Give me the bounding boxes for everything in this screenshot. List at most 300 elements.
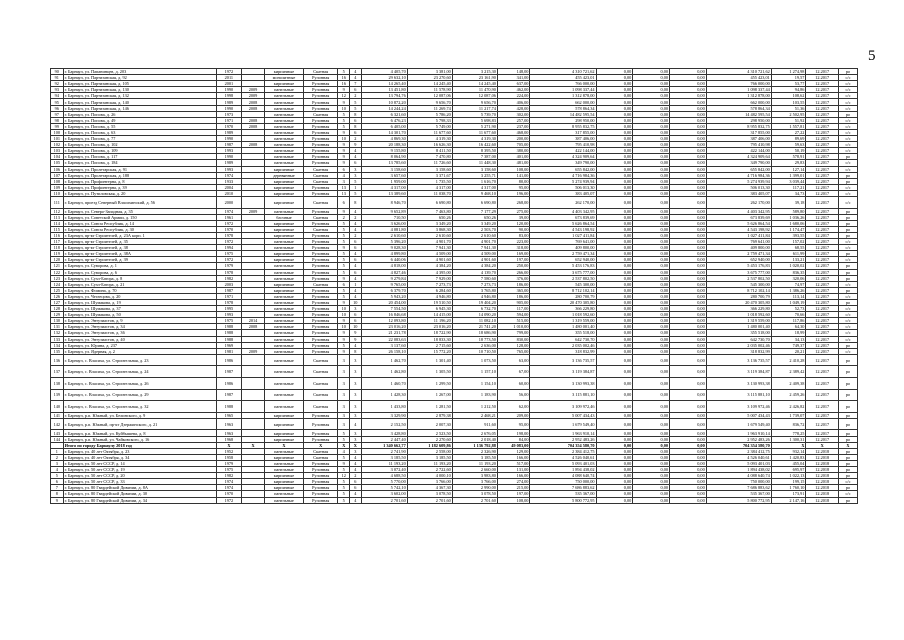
table-cell: 455 423,01	[706, 75, 771, 81]
table-cell: 0,00	[670, 412, 707, 418]
table-cell: панельные	[265, 275, 304, 281]
table-cell: 12.2017	[806, 142, 839, 148]
table-cell: Рулонная	[303, 154, 338, 160]
table-cell: 0,00	[670, 491, 707, 497]
table-cell: 0,00	[633, 93, 670, 99]
table-cell: 422 144,00	[530, 148, 596, 154]
table-cell: 0,00	[596, 220, 633, 226]
table-cell: г. Барнаул, ул. Партизанская, д. 105	[63, 81, 216, 87]
table-cell: 0,00	[633, 166, 670, 172]
table-cell: 1990	[216, 154, 241, 160]
table-cell: 23 016,20	[407, 324, 452, 330]
table-cell: 142	[51, 418, 64, 430]
table-cell: 15 772,20	[407, 348, 452, 354]
table-cell: с/с	[838, 312, 857, 318]
table-cell: 12.2017	[806, 263, 839, 269]
table-cell: 11 193,20	[407, 460, 452, 466]
table-cell: 0,00	[670, 342, 707, 348]
table-cell: 0,00	[633, 306, 670, 312]
table-cell: 0,00	[596, 160, 633, 166]
table-cell: 578 864,34	[530, 105, 596, 111]
table-cell: 29,83	[771, 160, 806, 166]
table-cell: 766 000,00	[530, 81, 596, 87]
table-cell: 5	[338, 430, 350, 436]
table-cell: 5	[350, 99, 362, 105]
table-cell: 3	[338, 389, 350, 401]
table-cell: 650,26	[452, 214, 497, 220]
table-cell: 5	[350, 190, 362, 196]
table-cell: 4 543 198,92	[706, 226, 771, 232]
table-cell: г. Барнаул, ул. 50 лет СССР, д. 20	[63, 473, 216, 479]
table-cell: Рулонная	[303, 497, 338, 503]
table-cell: 9	[338, 129, 350, 135]
table-cell: 0,00	[633, 454, 670, 460]
table-cell: 0,00	[670, 245, 707, 251]
table-cell: 280 700,79	[706, 293, 771, 299]
table-cell: Скатная	[303, 178, 338, 184]
table-cell: 455,04	[771, 460, 806, 466]
table-cell: панельные	[265, 342, 304, 348]
table-cell: г. Барнаул, ул. Фомина, д. 70	[63, 287, 216, 293]
table-cell: 12.2017	[806, 239, 839, 245]
table-cell: 2 610,60	[407, 232, 452, 238]
table-cell: г. Барнаул, ул. 40 лет Октября, д. 23	[63, 448, 216, 454]
table-cell: Итого по городу Барнаулу 2018 год	[63, 442, 216, 448]
table-cell: 166,00	[497, 454, 530, 460]
table-cell: 3 078,50	[452, 491, 497, 497]
table-cell: 0,00	[633, 257, 670, 263]
table-cell: 8	[350, 348, 362, 354]
table-cell: г. Барнаул, ул. Ядерная, д. 2	[63, 348, 216, 354]
table-row	[51, 196, 858, 208]
table-cell: 1975	[216, 318, 241, 324]
table-cell: 3 381,00	[407, 69, 452, 75]
table-cell: 2 503,70	[452, 226, 497, 232]
table-cell: 4 403 342,95	[706, 208, 771, 214]
table-cell: 0,00	[670, 111, 707, 117]
table-cell: 0,00	[670, 306, 707, 312]
table-cell: 3	[350, 366, 362, 378]
table-cell: 123	[51, 275, 64, 281]
table-cell: 3 349,20	[407, 220, 452, 226]
table-cell: 0,00	[670, 214, 707, 220]
table-cell: 0,00	[596, 208, 633, 214]
table-cell: 1 428,30	[361, 389, 407, 401]
table-cell: 196,00	[497, 190, 530, 196]
table-cell: 3 158,60	[407, 166, 452, 172]
table-cell: X	[350, 442, 362, 448]
table-cell: Рулонная	[303, 336, 338, 342]
table-cell: 750 000,00	[530, 479, 596, 485]
table-cell: 506 013,30	[530, 184, 596, 190]
table-cell: панельные	[265, 497, 304, 503]
register-rows	[51, 69, 858, 504]
table-cell: 10	[338, 105, 350, 111]
table-cell: Скатная	[303, 366, 338, 378]
table-cell: 12.2017	[806, 129, 839, 135]
table-cell: г. Барнаул, ул. Попова, д. 63	[63, 129, 216, 135]
table-cell: 0,00	[670, 251, 707, 257]
table-cell: Рулонная	[303, 160, 338, 166]
table-cell: 3 765,80	[452, 287, 497, 293]
table-cell: 5	[338, 485, 350, 491]
table-cell: ро	[838, 354, 857, 366]
table-cell: 0,00	[596, 136, 633, 142]
table-cell: г. Барнаул, ул. Партизанская, д. 140	[63, 99, 216, 105]
table-cell: 114	[51, 220, 64, 226]
table-cell: 1 894 438,02	[706, 467, 771, 473]
table-cell: 1 098 337,44	[706, 87, 771, 93]
table-cell: ро	[838, 287, 857, 293]
table-cell: 12.2017	[806, 87, 839, 93]
table-cell: 0,00	[633, 442, 670, 448]
table-cell: 1 027 411,84	[706, 232, 771, 238]
table-cell: 1 480 001,40	[530, 324, 596, 330]
table-cell: 60,00	[497, 378, 530, 390]
table-cell: панельные	[265, 160, 304, 166]
table-cell: кирпичные	[265, 251, 304, 257]
table-cell: 0,00	[596, 123, 633, 129]
table-cell: 12.2017	[806, 348, 839, 354]
table-cell: 3 215,30	[452, 69, 497, 75]
table-cell: 428,00	[497, 105, 530, 111]
table-cell: ро	[838, 430, 857, 436]
table-cell: 1958	[216, 454, 241, 460]
table-cell: 121	[51, 263, 64, 269]
table-cell: 2 018,40	[452, 436, 497, 442]
table-cell: с/с	[838, 87, 857, 93]
table-cell: 50,19	[771, 148, 806, 154]
table-cell: 2 952 483,26	[706, 436, 771, 442]
table-cell: 3 428,80	[361, 430, 407, 436]
table-cell: 2010	[216, 190, 241, 196]
table-cell: 3	[350, 389, 362, 401]
table-cell: 3 329,90	[361, 412, 407, 418]
table-cell: 4 139,70	[452, 269, 497, 275]
table-cell: 1987	[216, 287, 241, 293]
table-cell: 9	[51, 497, 64, 503]
table-cell: 1978	[216, 269, 241, 275]
table-cell: 11 470,90	[452, 87, 497, 93]
table-cell: 2008	[241, 142, 264, 148]
table-cell: 133,21	[771, 257, 806, 263]
table-cell: 5 800 772,95	[706, 497, 771, 503]
table-cell: X	[806, 442, 839, 448]
table-cell: 8 411,50	[407, 148, 452, 154]
table-cell: 317 855,00	[530, 129, 596, 135]
table-cell: 366 229,80	[706, 306, 771, 312]
table-cell: X	[338, 442, 350, 448]
table-cell: 27,22	[771, 129, 806, 135]
table-cell: 0,00	[596, 190, 633, 196]
table-cell: 1 157,10	[452, 366, 497, 378]
table-cell: 51,92	[771, 117, 806, 123]
table-cell: г. Барнаул, р.п. Южный, ул. Чайковского, д. 16	[63, 436, 216, 442]
table-cell: 1988	[216, 336, 241, 342]
table-cell: с/с	[838, 257, 857, 263]
table-cell: г. Барнаул, ул. Попова, д. 77	[63, 136, 216, 142]
table-cell: ро	[838, 497, 857, 503]
table-cell: 8 712 102,14	[706, 287, 771, 293]
table-cell: 9	[338, 299, 350, 305]
table-cell: 113	[51, 214, 64, 220]
table-cell: 0,00	[633, 330, 670, 336]
table-cell: 56,00	[497, 389, 530, 401]
table-cell: панельные	[265, 318, 304, 324]
table-cell: Рулонная	[303, 299, 338, 305]
table-cell: 104	[51, 154, 64, 160]
table-cell: 778,25	[771, 430, 806, 436]
table-cell: 1971	[216, 117, 241, 123]
table-cell: 100	[51, 129, 64, 135]
table-cell: г. Барнаул, ул. Суворова, д. 1	[63, 263, 216, 269]
table-cell: 1963	[216, 418, 241, 430]
table-cell: ро	[838, 111, 857, 117]
table-cell: 107	[51, 172, 64, 178]
table-cell: 1982	[216, 473, 241, 479]
table-cell: 3	[350, 166, 362, 172]
table-cell: 1 274,98	[771, 69, 806, 75]
table-cell: 830,00	[497, 336, 530, 342]
table-cell: 0,00	[596, 148, 633, 154]
table-cell: 3 766,00	[452, 479, 497, 485]
table-cell: 0,00	[633, 251, 670, 257]
table-cell: 12.2017	[806, 123, 839, 129]
table-cell: 5	[338, 69, 350, 75]
table-cell: 0,00	[596, 269, 633, 275]
table-cell: ро	[838, 208, 857, 214]
table-cell: с/с	[838, 75, 857, 81]
table-cell: 1963	[216, 430, 241, 436]
table-cell: 3 137,60	[361, 342, 407, 348]
table-cell: 3 675 777,00	[706, 269, 771, 275]
table-cell: с/с	[838, 148, 857, 154]
table-cell: 2 610,60	[361, 232, 407, 238]
table-cell: 0,00	[633, 263, 670, 269]
table-cell: 1988	[216, 330, 241, 336]
table-cell: 139	[51, 389, 64, 401]
table-cell: 652 940,00	[530, 257, 596, 263]
table-cell: 0,00	[596, 497, 633, 503]
table-cell: 0,00	[670, 123, 707, 129]
table-cell: г. Барнаул, ул. Попова, д. 184	[63, 160, 216, 166]
table-cell: 7 941,30	[452, 245, 497, 251]
table-cell: 298 950,00	[706, 117, 771, 123]
table-cell: 12.2017	[806, 172, 839, 178]
table-cell: г. Барнаул, ул. Партизанская, д. 132	[63, 93, 216, 99]
table-cell: 20 188,30	[361, 142, 407, 148]
table-cell: 13	[338, 184, 350, 190]
table-cell: 4	[350, 263, 362, 269]
table-cell: 1 312 878,00	[706, 93, 771, 99]
table-cell: 4	[350, 220, 362, 226]
table-cell: 578 864,34	[706, 105, 771, 111]
table-cell: г. Барнаул, ул. Энтузиастов, д. 40	[63, 336, 216, 342]
table-cell: 12.2017	[806, 269, 839, 275]
table-cell: 268,00	[497, 196, 530, 208]
table-cell: 1972	[216, 220, 241, 226]
table-cell: г. Барнаул, ул. Энтузиастов, д. 36	[63, 330, 216, 336]
table-cell: 1979	[216, 263, 241, 269]
table-cell: ро	[838, 412, 857, 418]
table-cell: 51,36	[771, 105, 806, 111]
table-cell: 0,00	[633, 123, 670, 129]
table-cell: 4 509,00	[452, 251, 497, 257]
table-cell: 3	[338, 412, 350, 418]
table-cell: 14 245,40	[452, 81, 497, 87]
table-cell: 5 626 864,54	[706, 220, 771, 226]
table-cell: 2 701,60	[361, 497, 407, 503]
table-cell: 0,00	[633, 232, 670, 238]
table-row	[51, 366, 858, 378]
table-cell: 5 739,70	[452, 111, 497, 117]
table-cell: кирпичные	[265, 257, 304, 263]
table-cell: 1986	[216, 354, 241, 366]
table-cell: ро	[838, 214, 857, 220]
table-cell: 5	[338, 220, 350, 226]
table-cell: 4 901,60	[452, 257, 497, 263]
table-cell: ро	[838, 473, 857, 479]
table-cell: 320,06	[771, 275, 806, 281]
table-cell: 4 384,20	[407, 263, 452, 269]
table-cell: г. Барнаул, пр-кт Строителей, д. 35	[63, 239, 216, 245]
table-cell: 1965	[216, 412, 241, 418]
table-cell: 12.2017	[806, 232, 839, 238]
table-cell: 1974	[216, 208, 241, 214]
table-cell: 16	[338, 81, 350, 87]
table-cell: 341,00	[497, 75, 530, 81]
table-cell: Рулонная	[303, 269, 338, 275]
table-cell: 10	[338, 324, 350, 330]
table-cell: 1 098 337,44	[530, 87, 596, 93]
table-cell: г. Барнаул, ул. Сухэ-Батора, д. 8	[63, 275, 216, 281]
table-cell: 0,00	[596, 330, 633, 336]
table-cell: 0,00	[670, 166, 707, 172]
table-cell: 275,00	[497, 208, 530, 214]
table-cell: 13 451,80	[361, 87, 407, 93]
table-cell: 12 093,80	[361, 318, 407, 324]
table-cell: 10	[338, 136, 350, 142]
table-cell: панельные	[265, 208, 304, 214]
table-cell: 1970	[216, 123, 241, 129]
table-cell: Рулонная	[303, 105, 338, 111]
table-cell: 1 212,50	[452, 401, 497, 413]
table-cell: кирпичные	[265, 232, 304, 238]
table-cell: г. Барнаул, ул. Партизанская, д. 130	[63, 87, 216, 93]
table-cell: 237,00	[497, 123, 530, 129]
table-cell: 2 701,60	[407, 497, 452, 503]
table-cell: 70,66	[771, 312, 806, 318]
table-cell: 0,00	[670, 389, 707, 401]
table-cell: 12.2017	[806, 245, 839, 251]
table-cell: 0,00	[633, 129, 670, 135]
table-cell: г. Барнаул, ул. Шумакова, д. 37	[63, 306, 216, 312]
table-cell: 3 626,00	[361, 220, 407, 226]
table-cell: 3 371,67	[407, 172, 452, 178]
table-cell: 2	[350, 473, 362, 479]
table-cell: кирпичные	[265, 412, 304, 418]
table-cell: 0,00	[596, 299, 633, 305]
table-cell: 0,00	[596, 251, 633, 257]
table-cell: 2008	[241, 117, 264, 123]
table-cell: г. Барнаул, р.п. Южный, ул. Куйбышева, д. 8	[63, 430, 216, 436]
table-cell: 4 403 342,95	[530, 208, 596, 214]
table-cell: 2	[350, 136, 362, 142]
table-cell: 138	[51, 378, 64, 390]
table-cell: 0,00	[633, 190, 670, 196]
table-cell: Рулонная	[303, 436, 338, 442]
table-cell: 118	[51, 245, 64, 251]
table-cell: 9 765,00	[361, 281, 407, 287]
table-cell: 2 409,38	[771, 378, 806, 390]
table-cell: 0,00	[596, 442, 633, 448]
table-cell: 13 389,60	[361, 190, 407, 196]
table-cell: 2 459,26	[771, 389, 806, 401]
table-cell: 3 349,20	[452, 220, 497, 226]
table-cell: 5 698,83	[452, 117, 497, 123]
table-cell: 836,72	[771, 418, 806, 430]
table-cell: 0,00	[633, 105, 670, 111]
table-cell: 0,00	[633, 196, 670, 208]
table-cell: 0,00	[670, 196, 707, 208]
table-cell: 0,00	[670, 293, 707, 299]
table-cell: 1 073,50	[452, 354, 497, 366]
table-cell: 545 300,00	[530, 281, 596, 287]
table-cell: 9	[338, 348, 350, 354]
table-cell: 12.2018	[806, 473, 839, 479]
table-cell: 0,00	[596, 239, 633, 245]
table-cell: панельные	[265, 245, 304, 251]
table-cell: 0,00	[670, 220, 707, 226]
table-cell: 704 354 580,70	[530, 442, 596, 448]
table-cell: 96	[51, 105, 64, 111]
table-cell: 266,00	[497, 269, 530, 275]
table-cell: г. Барнаул, ул. Союза Республик, д. 30	[63, 226, 216, 232]
table-cell: 0,00	[633, 324, 670, 330]
table-cell: г. Барнаул, ул. Путиловская, д. 20	[63, 190, 216, 196]
table-cell: Скатная	[303, 196, 338, 208]
table-cell: 0,00	[670, 87, 707, 93]
table-cell: 7	[51, 485, 64, 491]
table-cell: 4 543 198,92	[530, 226, 596, 232]
table-cell: г. Барнаул, ул. Энтузиастов, д. 34	[63, 324, 216, 330]
table-cell: панельные	[265, 460, 304, 466]
table-cell: 3	[350, 306, 362, 312]
table-cell: 3 109 972,46	[530, 401, 596, 413]
table-cell: 0,00	[596, 324, 633, 330]
table-cell: 0,00	[633, 436, 670, 442]
table-cell: 1 462,80	[361, 366, 407, 378]
table-cell: 14 245,40	[407, 81, 452, 87]
table-cell: 387 406,00	[706, 136, 771, 142]
table-cell: 11 578,90	[407, 87, 452, 93]
table-cell: панельные	[265, 129, 304, 135]
table-cell: 366 229,80	[530, 306, 596, 312]
register-sheet	[50, 68, 858, 504]
table-cell: с/с	[838, 318, 857, 324]
table-cell: 5 770,00	[361, 479, 407, 485]
table-cell: 18,99	[771, 330, 806, 336]
table-cell: 11 269,74	[407, 105, 452, 111]
table-cell: 0,00	[596, 87, 633, 93]
table-cell: 200,00	[497, 136, 530, 142]
table-cell: 9	[338, 245, 350, 251]
table-cell: панельные	[265, 299, 304, 305]
table-cell: 136	[51, 354, 64, 366]
table-cell: 7 470,80	[407, 154, 452, 160]
table-cell: 7 686 883,62	[530, 485, 596, 491]
table-cell: Рулонная	[303, 123, 338, 129]
